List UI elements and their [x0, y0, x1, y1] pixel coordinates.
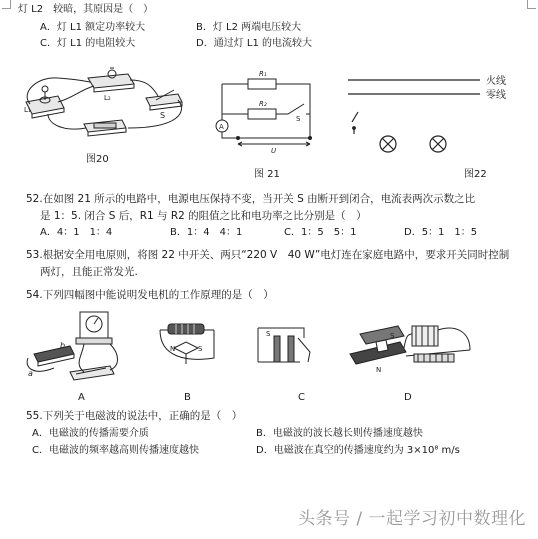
figure-21-caption: 图 21 — [254, 169, 280, 180]
q52-option-a: A．4：1 1：4 — [40, 227, 113, 238]
q54-figd-label-n: N — [376, 366, 382, 374]
fig20-label-s: S — [160, 111, 166, 120]
figure-20-caption: 图20 — [86, 154, 109, 165]
q52-stem-line2: 是 1：5. 闭合 S 后，R1 与 R2 的阻值之比和电功率之比分别是（ ） — [40, 210, 367, 222]
q54-stem: 54.下列四幅图中能说明发电机的工作原理的是（ ） — [26, 289, 274, 301]
figure-20-circuit — [18, 62, 188, 144]
q54-label-a: A — [78, 392, 85, 403]
q54-label-d: D — [404, 392, 412, 403]
crop-mark-top-left — [2, 0, 11, 9]
crop-mark-top-right — [527, 0, 536, 9]
q51-option-d: D．通过灯 L1 的电流较大 — [196, 38, 312, 49]
q54-figd-label-s: S — [390, 332, 395, 340]
figure-21-circuit — [208, 64, 328, 154]
q52-stem-line1: 52.在如图 21 所示的电路中，电源电压保持不变，当开关 S 由断开到闭合，电流表两次示数之比 — [26, 193, 476, 205]
q55-option-b: B．电磁波的波长越长则传播速度越快 — [256, 428, 423, 439]
q54-figb-label-s: S — [198, 345, 203, 353]
q54-figa-label-a: a — [28, 369, 33, 378]
q52-option-b: B．1：4 4：1 — [170, 227, 243, 238]
q55-stem: 55.下列关于电磁波的说法中，正确的是（ ） — [26, 410, 243, 422]
fig21-label-r1: R₁ — [259, 70, 267, 78]
fig20-label-l2: L₂ — [104, 94, 111, 102]
q52-option-d: D．5：1 1：5 — [404, 227, 478, 238]
q54-figb-label-n: N — [170, 345, 176, 353]
fig22-neutral-wire-label: 零线 — [486, 90, 506, 101]
fig21-label-ammeter: A — [219, 123, 224, 131]
q54-figure-d — [346, 316, 486, 386]
q54-figure-a — [24, 308, 134, 390]
q51-option-a: A．灯 L1 额定功率较大 — [40, 22, 146, 33]
q55-option-a: A．电磁波的传播需要介质 — [32, 428, 149, 439]
q54-figc-label-s: S — [266, 330, 271, 338]
q54-figure-b — [158, 318, 218, 374]
q53-stem-line2: 两灯，且能正常发光. — [40, 266, 138, 278]
q53-stem-line1: 53.根据安全用电原则，将图 22 中开关、两只“220 V 40 W”电灯连在家庭电路中，要求开关同时控制 — [26, 249, 510, 261]
q51-option-c: C．灯 L1 的电阻较大 — [40, 38, 136, 49]
fig22-live-wire-label: 火线 — [486, 76, 506, 87]
fig20-label-l1: L₁ — [24, 106, 31, 114]
fig21-label-s: S — [296, 115, 301, 123]
q54-figa-label-b: b — [60, 341, 66, 350]
fig21-label-u: U — [271, 147, 277, 154]
q54-label-c: C — [298, 392, 305, 403]
fig21-label-r2: R₂ — [259, 100, 267, 108]
q54-label-b: B — [184, 392, 191, 403]
figure-22-caption: 图22 — [464, 169, 487, 180]
watermark-text: 头条号 / 一起学习初中数理化 — [297, 509, 526, 529]
q55-option-c: C．电磁波的频率越高则传播速度越快 — [32, 445, 199, 456]
q51-option-b: B．灯 L2 两端电压较大 — [196, 22, 302, 33]
q55-option-d: D．电磁波在真空的传播速度约为 3×10⁸ m/s — [256, 445, 460, 456]
q51-stem-tail: 灯 L2 较暗，其原因是（ ） — [18, 4, 154, 15]
q52-option-c: C．1：5 5：1 — [284, 227, 357, 238]
figure-22-wiring — [340, 70, 520, 162]
q54-figure-c — [254, 322, 324, 374]
